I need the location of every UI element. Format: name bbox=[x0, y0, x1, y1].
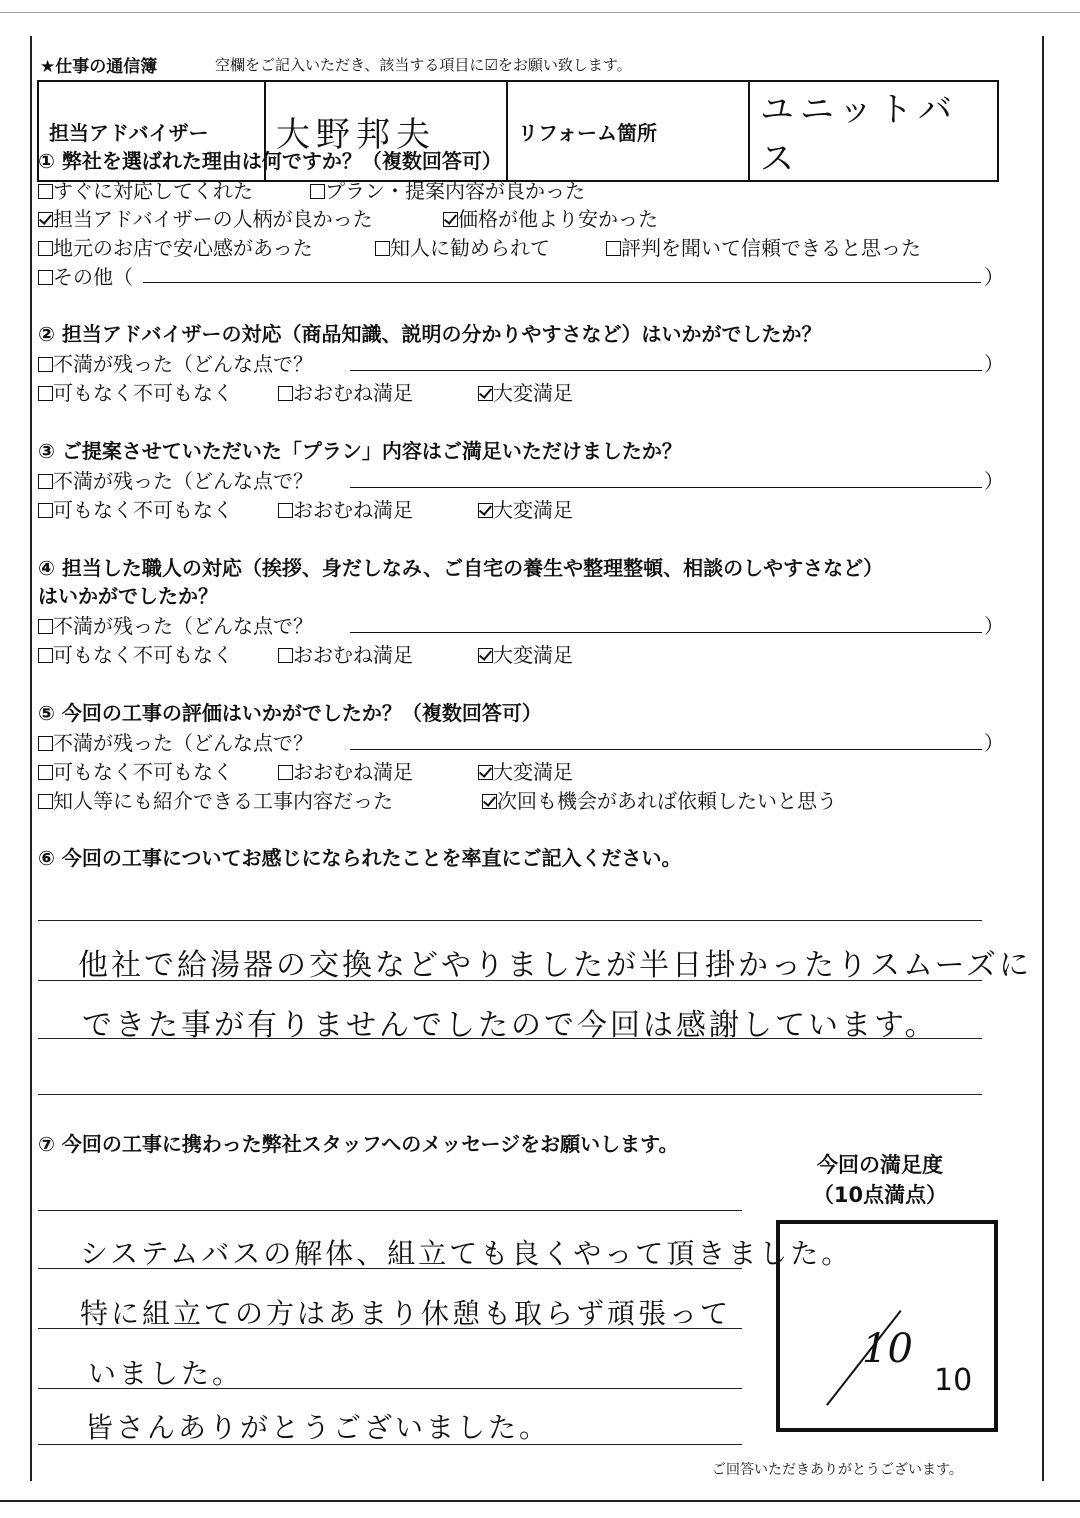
q2-checkbox-dissat[interactable] bbox=[38, 357, 53, 372]
q4-checkbox-dissat[interactable] bbox=[38, 619, 53, 634]
q1-row3b bbox=[375, 232, 550, 261]
q5-checkbox-dissat[interactable] bbox=[38, 736, 53, 751]
q7-answer-line-4[interactable]: 皆さんありがとうございました。 bbox=[85, 1411, 551, 1444]
advisor-label: 担当アドバイザー bbox=[38, 81, 265, 181]
q1-row1b bbox=[310, 175, 585, 204]
form-title: ★仕事の通信簿 bbox=[40, 57, 158, 77]
q1-option-5: 地元のお店で安心感があった bbox=[53, 236, 313, 260]
q1-row4 bbox=[38, 261, 133, 290]
q3-row2c bbox=[478, 494, 573, 523]
q1-checkbox-4[interactable] bbox=[443, 212, 458, 227]
q2-dissat-line[interactable] bbox=[350, 370, 982, 371]
q5-row2 bbox=[38, 756, 233, 785]
q1-title: ① 弊社を選ばれた理由は何ですか？（複数回答可） bbox=[38, 149, 502, 173]
q3-checkbox-1[interactable] bbox=[38, 503, 53, 518]
q7-answer-line-1[interactable]: システムバスの解体、組立ても良くやって頂きました。 bbox=[80, 1237, 853, 1270]
q1-checkbox-8[interactable] bbox=[38, 270, 53, 285]
q3-option-3: 大変満足 bbox=[493, 498, 573, 522]
q5-checkbox-3[interactable] bbox=[478, 765, 493, 780]
q1-checkbox-6[interactable] bbox=[375, 241, 390, 256]
q5-checkbox-1[interactable] bbox=[38, 765, 53, 780]
q2-option-1: 可もなく不可もなく bbox=[53, 381, 233, 405]
q5-row3 bbox=[38, 785, 393, 814]
q4-option-2: おおむね満足 bbox=[293, 643, 413, 667]
q7-line-5 bbox=[38, 1444, 742, 1445]
q5-option-5: 次回も機会があれば依頼したいと思う bbox=[497, 789, 837, 813]
q4-row2b bbox=[278, 639, 413, 668]
q3-title: ③ ご提案させていただいた「プラン」内容はご満足いただけましたか？ bbox=[38, 439, 682, 463]
q3-row2b bbox=[278, 494, 413, 523]
q1-option-8: その他（ bbox=[53, 265, 133, 289]
location-label: リフォーム箇所 bbox=[507, 81, 749, 181]
q5-option-4: 知人等にも紹介できる工事内容だった bbox=[53, 789, 393, 813]
footer-thanks: ご回答いただきありがとうございます。 bbox=[712, 1462, 963, 1478]
location-field[interactable]: ユニットバス bbox=[749, 81, 998, 181]
q4-checkbox-1[interactable] bbox=[38, 648, 53, 663]
q6-answer-line-1[interactable]: 他社で給湯器の交換などやりましたが半日掛かったりスムーズに bbox=[78, 948, 1032, 983]
q5-option-2: おおむね満足 bbox=[293, 760, 413, 784]
q2-row2b bbox=[278, 377, 413, 406]
q3-option-2: おおむね満足 bbox=[293, 498, 413, 522]
q1-option-4: 価格が他より安かった bbox=[458, 207, 658, 231]
q7-answer-line-2[interactable]: 特に組立ての方はあまり休憩も取らず頑張って bbox=[80, 1297, 732, 1330]
q2-title: ② 担当アドバイザーの対応（商品知識、説明の分かりやすさなど）はいかがでしたか？ bbox=[38, 322, 822, 346]
q1-option-2: プラン・提案内容が良かった bbox=[325, 179, 585, 203]
q3-row2 bbox=[38, 494, 233, 523]
score-heading bbox=[780, 1150, 980, 1210]
q5-option-3: 大変満足 bbox=[493, 760, 573, 784]
q7-line-4 bbox=[38, 1388, 742, 1389]
q5-checkbox-4[interactable] bbox=[38, 794, 53, 809]
q5-row2c bbox=[478, 756, 573, 785]
bottom-edge-line bbox=[0, 1500, 1080, 1502]
q1-checkbox-1[interactable] bbox=[38, 184, 53, 199]
q1-row3c bbox=[606, 232, 921, 261]
q3-close-paren: ） bbox=[984, 469, 1004, 493]
q3-checkbox-dissat[interactable] bbox=[38, 474, 53, 489]
q7-line-3 bbox=[38, 1328, 742, 1329]
score-subtitle: （10点満点） bbox=[812, 1183, 948, 1207]
q1-row1 bbox=[38, 175, 253, 204]
q4-title: ④ 担当した職人の対応（挨拶、身だしなみ、ご自宅の養生や整理整頓、相談のしやすさなど） bbox=[38, 556, 884, 580]
q2-dissat-row bbox=[38, 348, 313, 377]
q5-option-1: 可もなく不可もなく bbox=[53, 760, 233, 784]
q1-row2 bbox=[38, 203, 373, 232]
q3-dissat-line[interactable] bbox=[350, 487, 982, 488]
q3-checkbox-2[interactable] bbox=[278, 503, 293, 518]
advisor-field[interactable]: 大野邦夫 bbox=[265, 81, 507, 181]
q3-dissat-row bbox=[38, 465, 313, 494]
q4-option-3: 大変満足 bbox=[493, 643, 573, 667]
q5-row3b bbox=[482, 785, 837, 814]
q3-checkbox-3[interactable] bbox=[478, 503, 493, 518]
q2-close-paren: ） bbox=[984, 352, 1004, 376]
score-max: 10 bbox=[934, 1363, 973, 1398]
q6-line-4 bbox=[38, 1094, 982, 1095]
form-instruction: 空欄をご記入いただき、該当する項目に☑をお願い致します。 bbox=[215, 56, 632, 74]
q2-checkbox-2[interactable] bbox=[278, 386, 293, 401]
q1-row3 bbox=[38, 232, 313, 261]
q6-title: ⑥ 今回の工事についてお感じになられたことを率直にご記入ください。 bbox=[38, 846, 682, 870]
q1-checkbox-3[interactable] bbox=[38, 212, 53, 227]
q6-line-3 bbox=[38, 1038, 982, 1039]
q6-line-1 bbox=[38, 920, 982, 921]
q1-close-paren: ） bbox=[984, 265, 1004, 289]
q4-option-1: 可もなく不可もなく bbox=[53, 643, 233, 667]
score-value[interactable]: 10 bbox=[862, 1326, 913, 1372]
q5-checkbox-5[interactable] bbox=[482, 794, 497, 809]
score-title: 今回の満足度 bbox=[817, 1153, 943, 1177]
q4-dissat-line[interactable] bbox=[350, 632, 982, 633]
q1-row2b bbox=[443, 203, 658, 232]
q4-dissat-row bbox=[38, 610, 313, 639]
q1-option-6: 知人に勧められて bbox=[390, 236, 550, 260]
q3-dissat-label: 不満が残った（どんな点で？ bbox=[53, 469, 313, 493]
q4-row2 bbox=[38, 639, 233, 668]
q7-line-1 bbox=[38, 1210, 742, 1211]
q5-title: ⑤ 今回の工事の評価はいかがでしたか？（複数回答可） bbox=[38, 701, 542, 725]
q2-dissat-label: 不満が残った（どんな点で？ bbox=[53, 352, 313, 376]
q1-other-line[interactable] bbox=[143, 282, 981, 283]
q4-checkbox-2[interactable] bbox=[278, 648, 293, 663]
q2-row2c bbox=[478, 377, 573, 406]
q1-checkbox-2[interactable] bbox=[310, 184, 325, 199]
q2-checkbox-1[interactable] bbox=[38, 386, 53, 401]
q1-option-3: 担当アドバイザーの人柄が良かった bbox=[53, 207, 373, 231]
q2-row2 bbox=[38, 377, 233, 406]
q2-checkbox-3[interactable] bbox=[478, 386, 493, 401]
q5-checkbox-2[interactable] bbox=[278, 765, 293, 780]
q5-row2b bbox=[278, 756, 413, 785]
q4-checkbox-3[interactable] bbox=[478, 648, 493, 663]
q4-title-cont: はいかがでしたか？ bbox=[38, 584, 218, 608]
q1-checkbox-7[interactable] bbox=[606, 241, 621, 256]
q1-option-7: 評判を聞いて信頼できると思った bbox=[621, 236, 921, 260]
q5-close-paren: ） bbox=[984, 731, 1004, 755]
top-edge-line bbox=[0, 12, 1080, 13]
q1-checkbox-5[interactable] bbox=[38, 241, 53, 256]
q4-row2c bbox=[478, 639, 573, 668]
q5-dissat-row bbox=[38, 727, 313, 756]
q5-dissat-line[interactable] bbox=[350, 749, 982, 750]
q3-option-1: 可もなく不可もなく bbox=[53, 498, 233, 522]
q6-answer-line-2[interactable]: できた事が有りませんでしたので今回は感謝しています。 bbox=[82, 1008, 938, 1043]
q2-option-2: おおむね満足 bbox=[293, 381, 413, 405]
q2-option-3: 大変満足 bbox=[493, 381, 573, 405]
q1-option-1: すぐに対応してくれた bbox=[53, 179, 253, 203]
q5-dissat-label: 不満が残った（どんな点で？ bbox=[53, 731, 313, 755]
q7-answer-line-3[interactable]: いました。 bbox=[88, 1357, 244, 1390]
q6-line-2 bbox=[38, 980, 982, 981]
q7-line-2 bbox=[38, 1268, 742, 1269]
q4-close-paren: ） bbox=[984, 614, 1004, 638]
q4-dissat-label: 不満が残った（どんな点で？ bbox=[53, 614, 313, 638]
q7-title: ⑦ 今回の工事に携わった弊社スタッフへのメッセージをお願いします。 bbox=[38, 1132, 679, 1156]
